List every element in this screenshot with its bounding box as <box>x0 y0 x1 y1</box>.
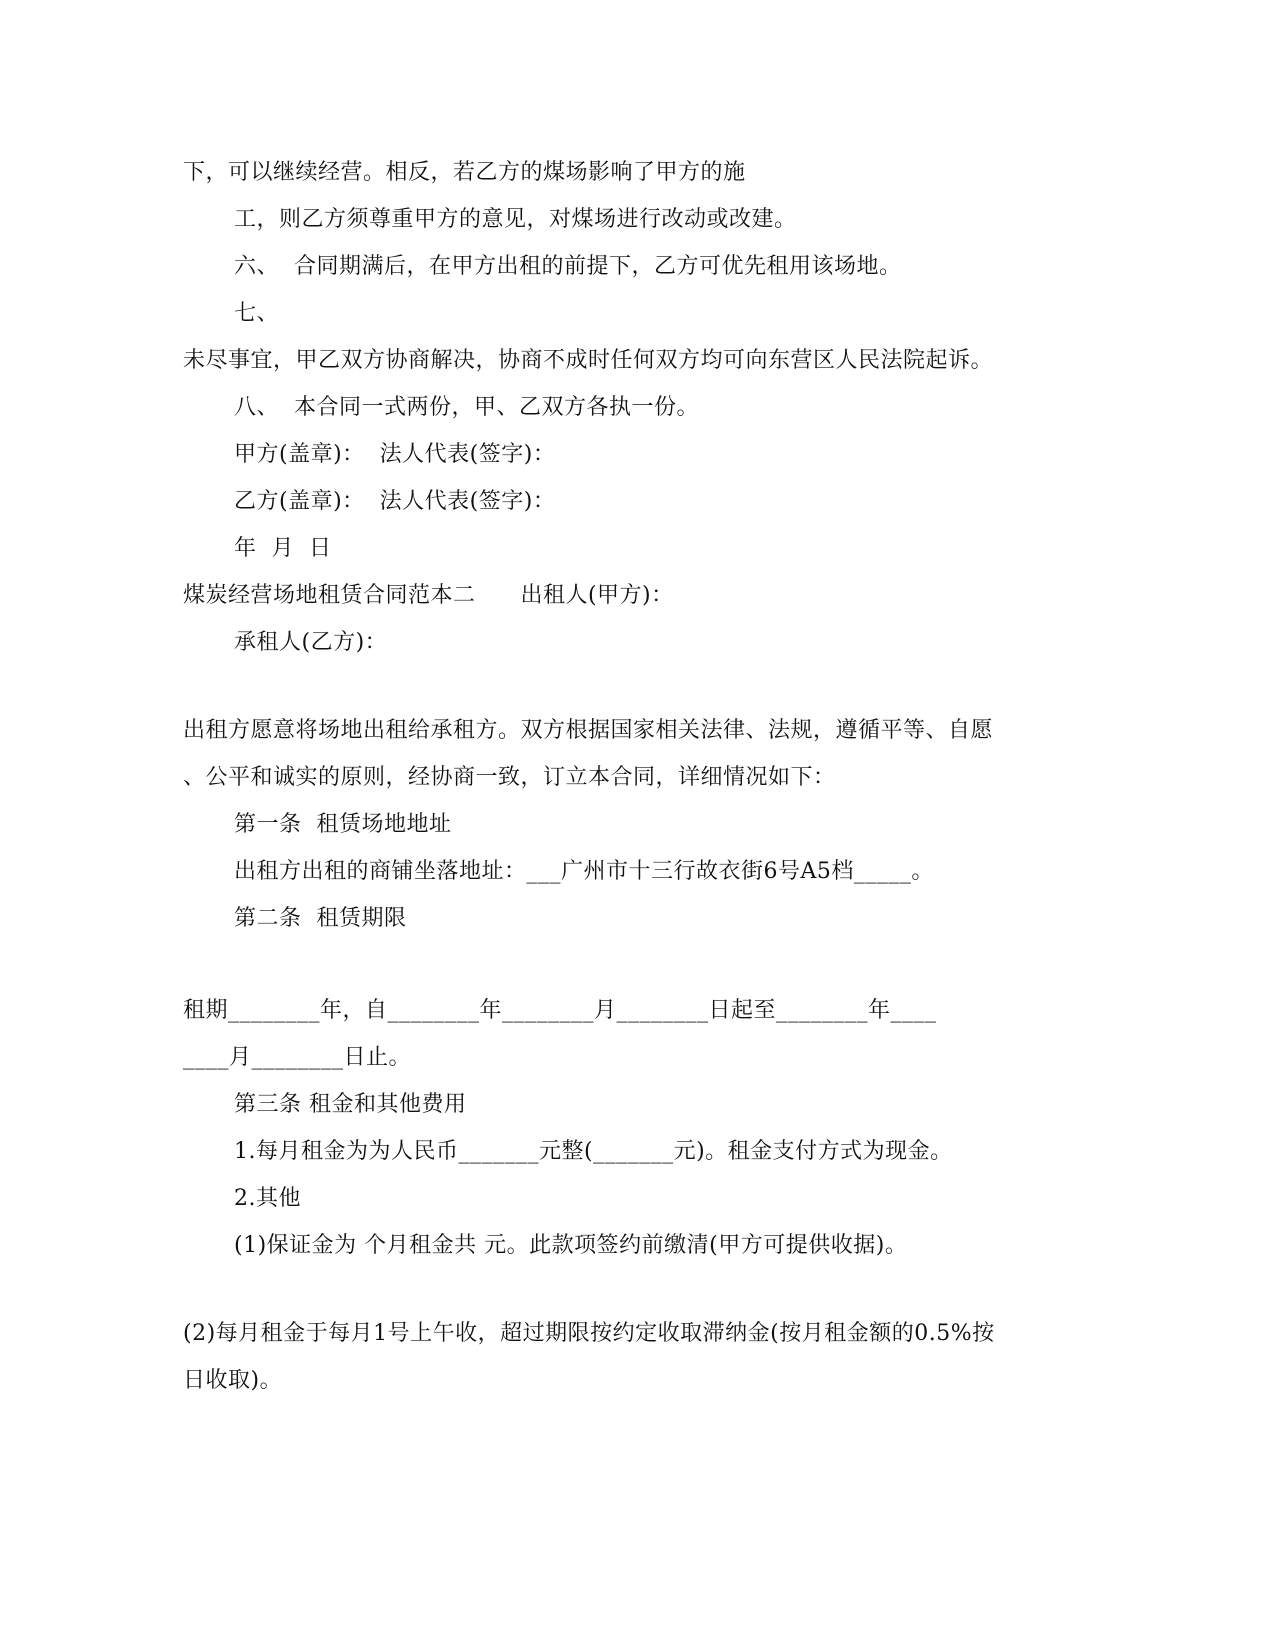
text-line: 出租方出租的商铺坐落地址：___广州市十三行故衣街6号A5档_____。 <box>234 859 934 884</box>
text-line: ____月________日止。 <box>183 1045 412 1070</box>
text-line: (1)保证金为 个月租金共 元。此款项签约前缴清(甲方可提供收据)。 <box>234 1233 908 1258</box>
text-line: 1.每月租金为为人民币_______元整(_______元)。租金支付方式为现金。 <box>234 1139 953 1164</box>
text-line: 未尽事宜，甲乙双方协商解决，协商不成时任何双方均可向东营区人民法院起诉。 <box>183 348 994 373</box>
text-line: 工，则乙方须尊重甲方的意见，对煤场进行改动或改建。 <box>234 207 797 232</box>
text-line: 年 月 日 <box>234 536 332 561</box>
text-line: 煤炭经营场地租赁合同范本二 出租人(甲方)： <box>183 583 674 608</box>
text-line: 出租方愿意将场地出租给承租方。双方根据国家相关法律、法规，遵循平等、自愿 <box>183 718 994 743</box>
text-line: 第二条 租赁期限 <box>234 906 407 931</box>
text-line: 承租人(乙方)： <box>234 630 388 655</box>
text-line: 日收取)。 <box>183 1368 283 1393</box>
text-line: 第三条 租金和其他费用 <box>234 1092 467 1117</box>
text-line: 八、 本合同一式两份，甲、乙双方各执一份。 <box>234 395 699 420</box>
text-line: 2.其他 <box>234 1186 301 1211</box>
text-line: 第一条 租赁场地地址 <box>234 812 452 837</box>
text-line: 六、 合同期满后，在甲方出租的前提下，乙方可优先租用该场地。 <box>234 254 902 279</box>
text-line: 下，可以继续经营。相反，若乙方的煤场影响了甲方的施 <box>183 160 746 185</box>
text-line: 、公平和诚实的原则，经协商一致，订立本合同，详细情况如下： <box>183 765 836 790</box>
text-line: 乙方(盖章)： 法人代表(签字)： <box>234 489 556 514</box>
text-line: 甲方(盖章)： 法人代表(签字)： <box>234 442 556 467</box>
text-line: (2)每月租金于每月1号上午收，超过期限按约定收取滞纳金(按月租金额的0.5%按 <box>183 1321 995 1346</box>
text-line: 七、 <box>234 301 280 326</box>
text-line: 租期________年，自________年________月________日起至________年____ <box>183 998 937 1023</box>
